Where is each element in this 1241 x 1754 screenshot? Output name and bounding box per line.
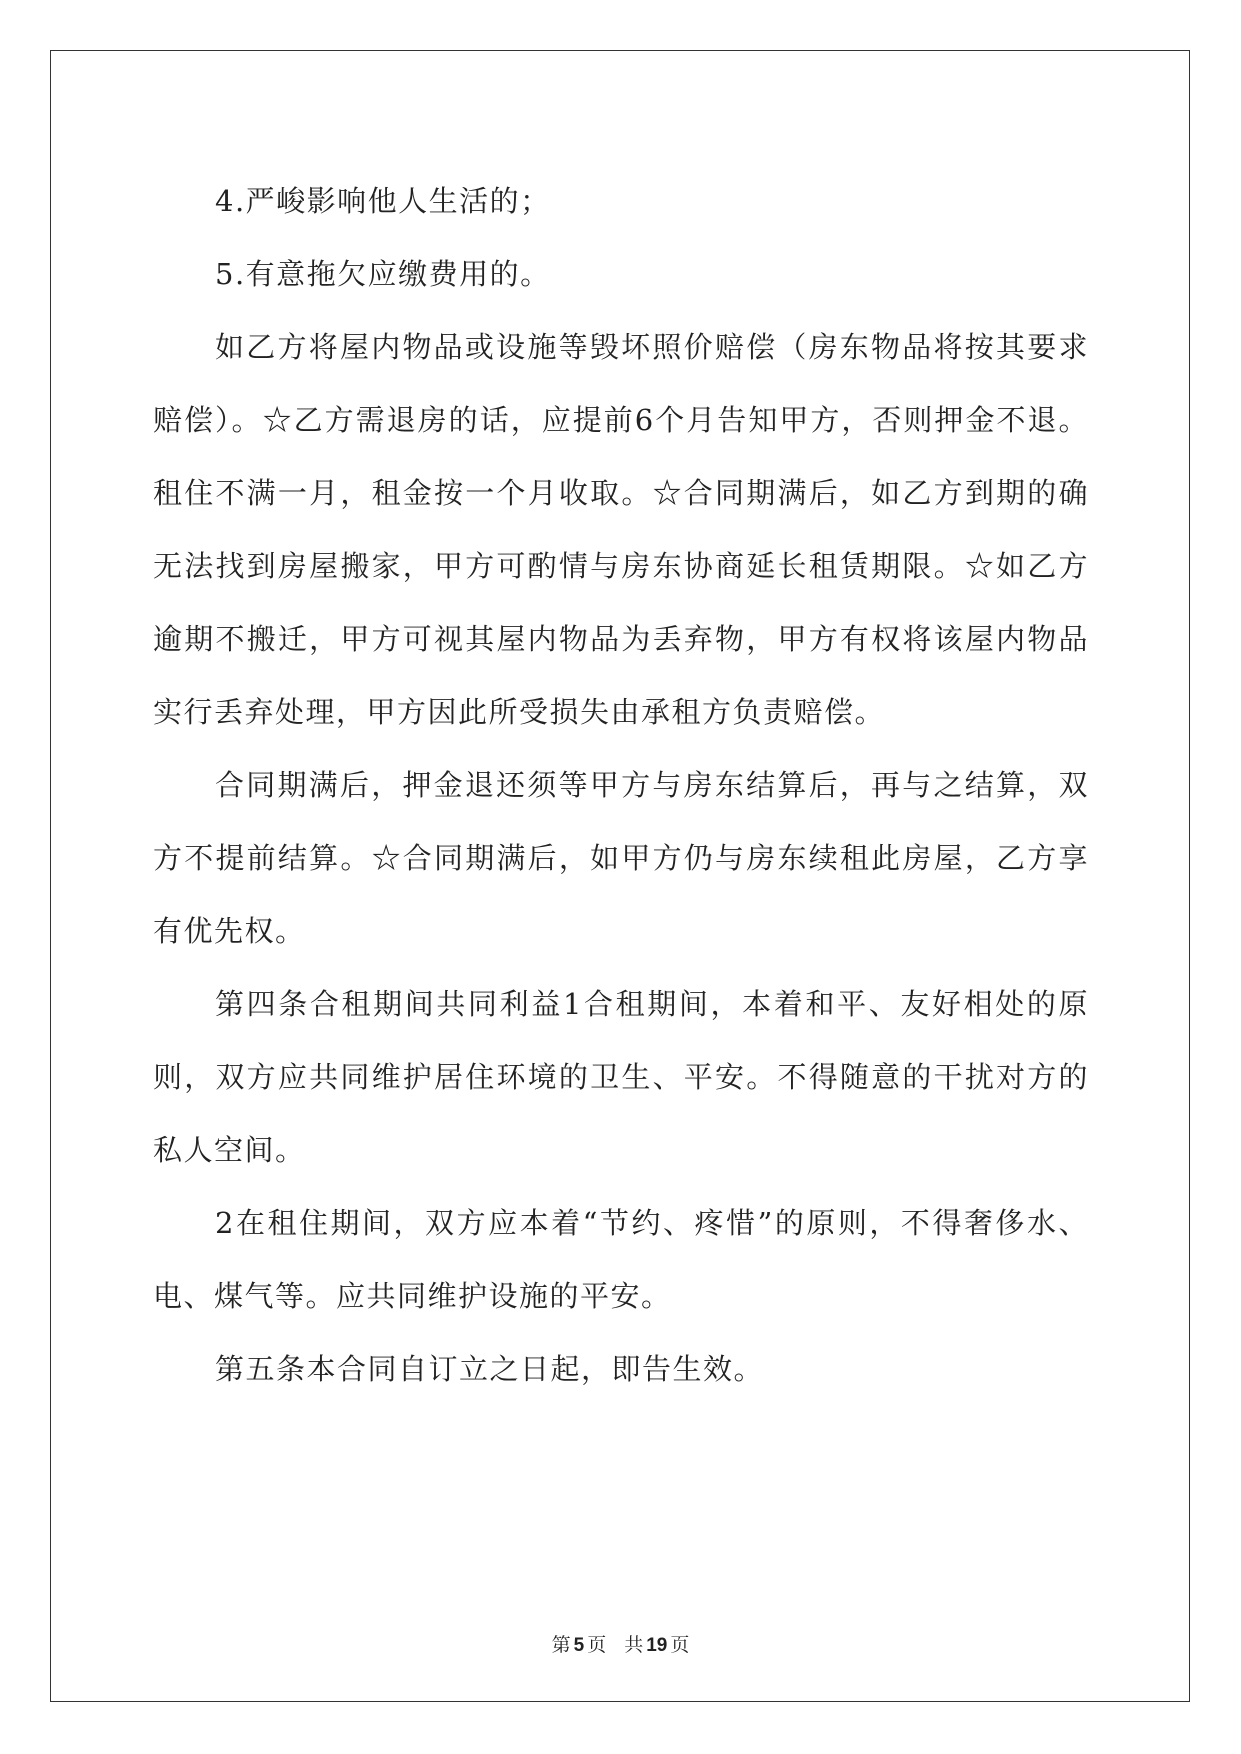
total-pages: 19 <box>646 1635 668 1656</box>
paragraph-article-four: 第四条合租期间共同利益1合租期间，本着和平、友好相处的原则，双方应共同维护居住环境的卫生、平安。不得随意的干扰对方的私人空间。 <box>153 987 1089 1167</box>
paragraph-deposit-settlement: 合同期满后，押金退还须等甲方与房东结算后，再与之结算，双方不提前结算。☆合同期满后，如甲方仍与房东续租此房屋，乙方享有优先权。 <box>153 768 1089 948</box>
paragraph-item-4: 4.严峻影响他人生活的； <box>215 184 551 218</box>
total-suffix: 页 <box>670 1634 690 1656</box>
page-number: 5 <box>573 1635 585 1656</box>
paragraph-article-five: 第五条本合同自订立之日起，即告生效。 <box>215 1352 765 1386</box>
total-prefix: 共 <box>624 1634 644 1656</box>
paragraph-item-5: 5.有意拖欠应缴费用的。 <box>215 257 551 291</box>
paragraph-article-four-item-2: 2在租住期间，双方应本着“节约、疼惜”的原则，不得奢侈水、电、煤气等。应共同维护设施的平安。 <box>153 1206 1089 1313</box>
paragraph-damage-compensation: 如乙方将屋内物品或设施等毁坏照价赔偿（房东物品将按其要求赔偿）。☆乙方需退房的话，应提前6个月告知甲方，否则押金不退。租住不满一月，租金按一个月收取。☆合同期满后，如乙方到期的确无法找到房屋搬家，甲方可酌情与房东协商延长租赁期限。☆如乙方逾期不搬迁，甲方可视其屋内物品为丢弃物，甲方有权将该屋内物品实行丢弃处理，甲方因此所受损失由承租方负责赔偿。 <box>153 330 1089 729</box>
page-footer <box>0 1630 1241 1657</box>
page-prefix: 第 <box>551 1634 571 1656</box>
page-suffix: 页 <box>587 1634 607 1656</box>
document-body <box>153 165 1089 1406</box>
